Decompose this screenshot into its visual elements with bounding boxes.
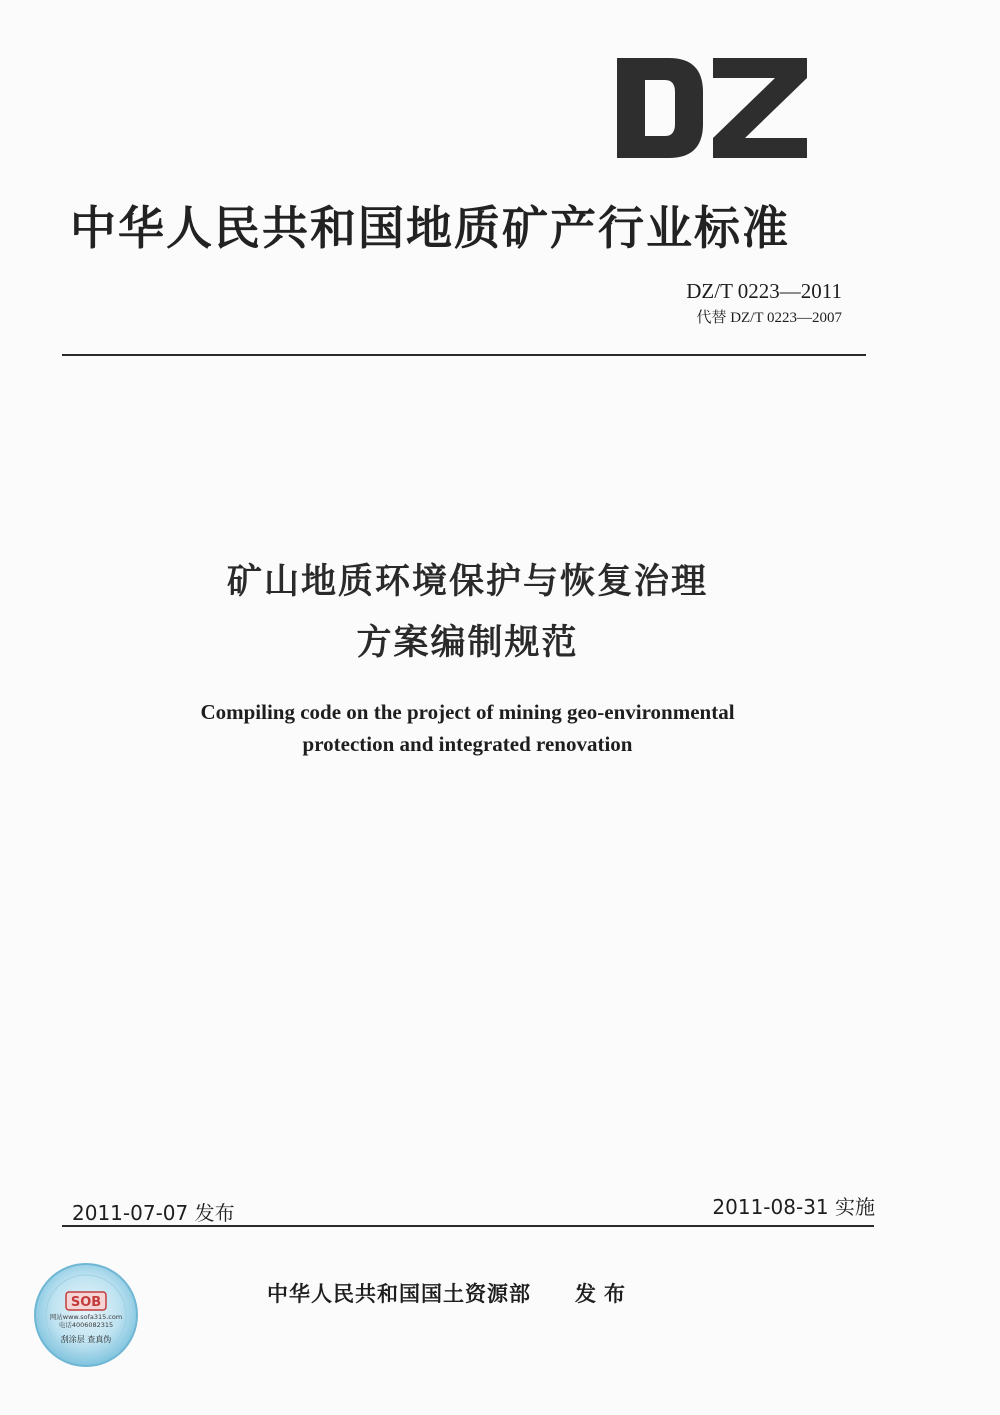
top-divider xyxy=(62,354,866,356)
document-title-zh-line2: 方案编制规范 xyxy=(356,623,579,663)
seal-logo-icon: SOB xyxy=(70,1295,102,1310)
document-title-en-line2: protection and integrated renovation xyxy=(302,732,633,756)
seal-footer: 刮涂层 查真伪 xyxy=(60,1335,112,1344)
publisher-line xyxy=(267,1278,633,1308)
document-title-en-line1: Compiling code on the project of mining geo-environmental xyxy=(200,700,735,724)
effective-date: 2011-08-31 实施 xyxy=(712,1195,875,1219)
document-title-zh-line1: 矿山地质环境保护与恢复治理 xyxy=(226,562,708,602)
standard-code-block xyxy=(686,279,842,327)
seal-site: 网站www.sofa315.com xyxy=(49,1313,123,1321)
replaces-code: 代替 DZ/T 0223—2007 xyxy=(696,310,842,326)
publisher-action: 发布 xyxy=(575,1282,633,1306)
dz-logo xyxy=(617,58,807,158)
issue-date: 2011-07-07 发布 xyxy=(72,1201,235,1225)
seal-phone: 电话4006082315 xyxy=(58,1321,114,1329)
anti-counterfeit-seal xyxy=(33,1262,139,1368)
bottom-divider xyxy=(62,1225,874,1227)
publisher-name: 中华人民共和国国土资源部 xyxy=(267,1282,531,1306)
industry-standard-title: 中华人民共和国地质矿产行业标准 xyxy=(70,201,790,255)
standard-code: DZ/T 0223—2011 xyxy=(686,279,842,303)
